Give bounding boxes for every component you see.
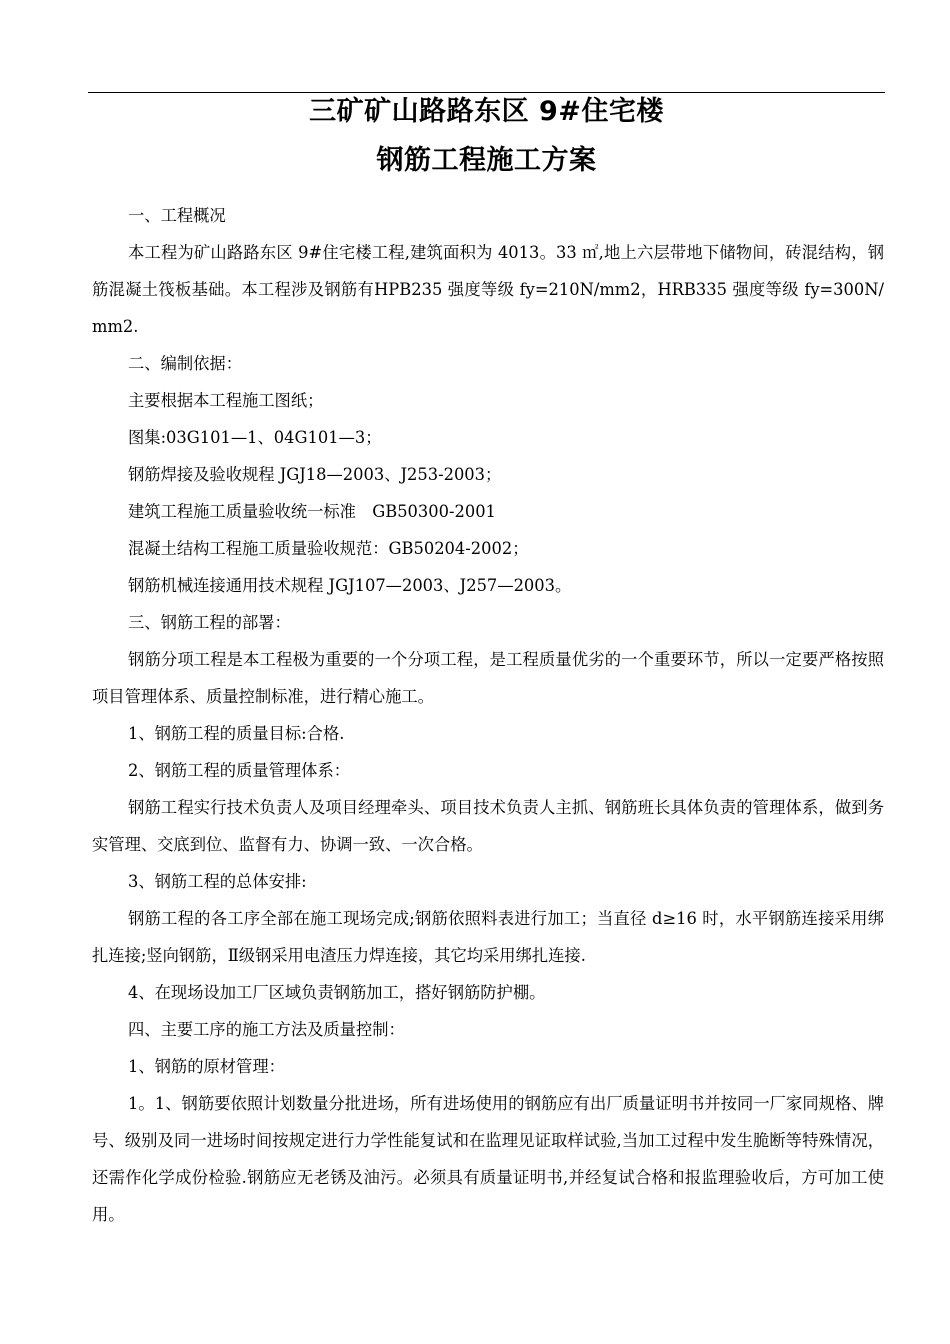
basis-item-atlas: 图集:03G101—1、04G101—3； — [128, 428, 382, 447]
item-quality-goal: 1、钢筋工程的质量目标:合格. — [128, 724, 345, 743]
item-processing-area: 4、在现场设加工厂区域负责钢筋加工，搭好钢筋防护棚。 — [128, 983, 546, 1002]
basis-item-welding: 钢筋焊接及验收规程 JGJ18—2003、J253-2003； — [128, 465, 502, 484]
basis-item-mechanical: 钢筋机械连接通用技术规程 JGJ107—2003、J257—2003。 — [128, 576, 572, 595]
document-title-line1: 三矿矿山路路东区 9#住宅楼 — [309, 96, 664, 127]
basis-item-concrete: 混凝土结构工程施工质量验收规范：GB50204-2002； — [128, 539, 529, 558]
paragraph-raw-material: 1。1、钢筋要依照计划数量分批进场，所有进场使用的钢筋应有出厂质量证明书并按同一厂家同规格、牌号、级别及同一进场时间按规定进行力学性能复试和在监理见证取样试验,当加工过程中发生脆断等特殊情况，还需作化学成份检验.钢筋应无老锈及油污。必须具有质量证明书,并经复试合格和报监理验收后，方可加工使用。 — [92, 1094, 884, 1224]
item-overall-arrangement: 3、钢筋工程的总体安排: — [128, 872, 307, 891]
paragraph-overview: 本工程为矿山路路东区 9#住宅楼工程,建筑面积为 4013。33 ㎡,地上六层带地下储物间，砖混结构，钢筋混凝土筏板基础。本工程涉及钢筋有HPB235 强度等级 fy=210N/mm2，HRB335 强度等级 fy=300N/mm2. — [92, 243, 884, 336]
document-body — [92, 197, 884, 1233]
section-heading-deployment: 三、钢筋工程的部署： — [128, 613, 291, 632]
item-raw-material: 1、钢筋的原材管理： — [128, 1057, 285, 1076]
header-rule — [88, 92, 885, 93]
basis-item-drawings: 主要根据本工程施工图纸； — [128, 391, 324, 410]
section-heading-overview: 一、工程概况 — [128, 206, 226, 225]
section-heading-basis: 二、编制依据： — [128, 354, 242, 373]
basis-item-acceptance: 建筑工程施工质量验收统一标准 GB50300-2001 — [128, 502, 496, 521]
document-title-line2: 钢筋工程施工方案 — [376, 145, 597, 176]
section-heading-methods: 四、主要工序的施工方法及质量控制： — [128, 1020, 405, 1039]
paragraph-quality-system: 钢筋工程实行技术负责人及项目经理牵头、项目技术负责人主抓、钢筋班长具体负责的管理体系，做到务实管理、交底到位、监督有力、协调一致、一次合格。 — [92, 798, 884, 854]
paragraph-overall-arrangement: 钢筋工程的各工序全部在施工现场完成;钢筋依照料表进行加工；当直径 d≥16 时，水平钢筋连接采用绑扎连接;竖向钢筋，Ⅱ级钢采用电渣压力焊连接，其它均采用绑扎连接. — [92, 909, 884, 965]
item-quality-system: 2、钢筋工程的质量管理体系： — [128, 761, 351, 780]
paragraph-deployment: 钢筋分项工程是本工程极为重要的一个分项工程，是工程质量优劣的一个重要环节，所以一定要严格按照项目管理体系、质量控制标准，进行精心施工。 — [92, 650, 884, 706]
